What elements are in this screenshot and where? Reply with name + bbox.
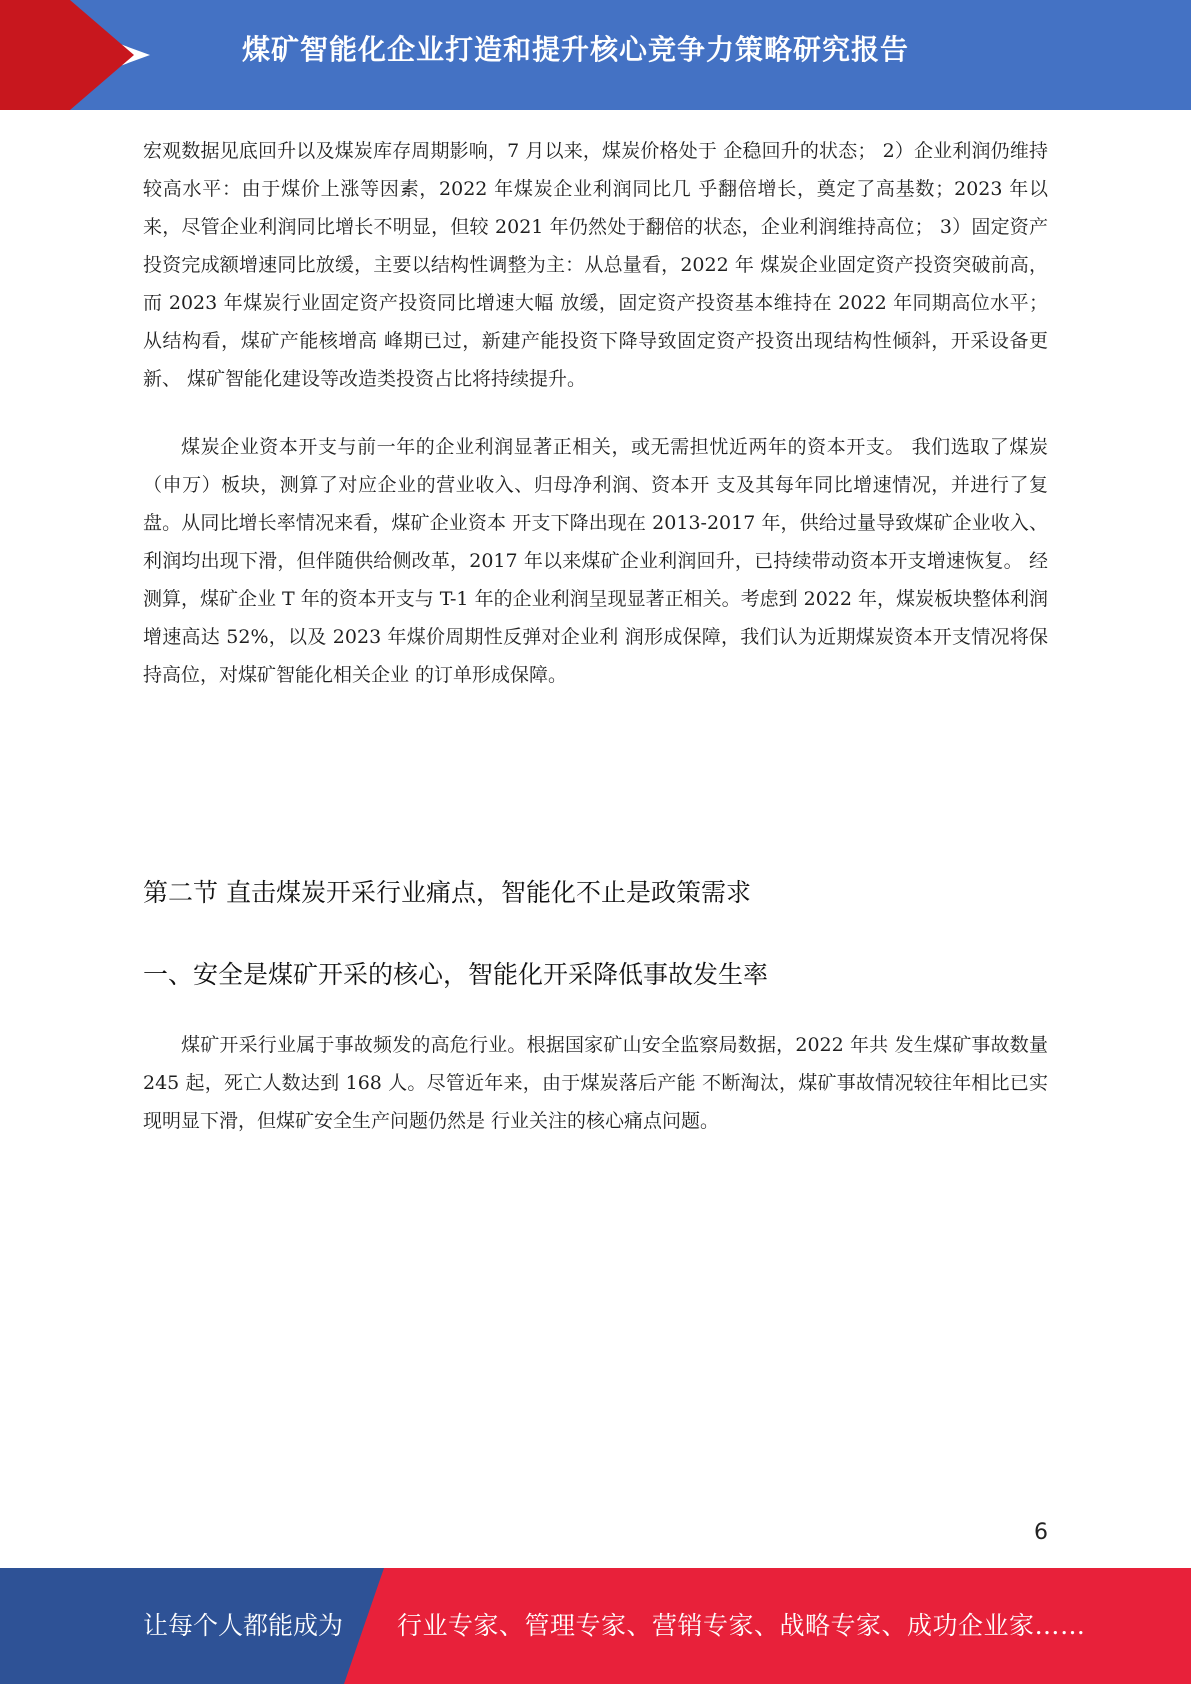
section-content xyxy=(143,1026,1048,1140)
footer-slogan-left: 让每个人都能成为 xyxy=(143,1611,344,1640)
footer-blue-slant xyxy=(344,1568,384,1684)
footer-slogan-right: 行业专家、管理专家、营销专家、战略专家、成功企业家…… xyxy=(397,1611,1086,1640)
section-paragraph: 煤矿开采行业属于事故频发的高危行业。根据国家矿山安全监察局数据，2022 年共 发生煤矿事故数量 245 起，死亡人数达到 168 人。尽管近年来，由于煤炭落后产能 不断淘汰，煤矿事故情况较往年相比已实现明显下滑，但煤矿安全生产问题仍然是 行业关注的核心痛点问题。 xyxy=(143,1034,1048,1132)
report-title: 煤矿智能化企业打造和提升核心竞争力策略研究报告 xyxy=(241,33,909,66)
subsection-title: 一、安全是煤矿开采的核心，智能化开采降低事故发生率 xyxy=(143,960,769,989)
main-content xyxy=(143,132,1048,694)
header-banner xyxy=(0,0,1191,110)
footer-banner xyxy=(0,1568,1191,1684)
section-title: 第二节 直击煤炭开采行业痛点，智能化不止是政策需求 xyxy=(143,878,751,907)
page-number: 6 xyxy=(1034,1520,1048,1545)
body-paragraph-2: 煤炭企业资本开支与前一年的企业利润显著正相关，或无需担忧近两年的资本开支。 我们选取了煤炭（申万）板块，测算了对应企业的营业收入、归母净利润、资本开 支及其每年同比增速情况，并进行了复盘。从同比增长率情况来看，煤矿企业资本 开支下降出现在 2013-2017 年，供给过量导致煤矿企业收入、利润均出现下滑，但伴随供给侧改革，2017 年以来煤矿企业利润回升，已持续带动资本开支增速恢复。 经测算，煤矿企业 T 年的资本开支与 T-1 年的企业利润呈现显著正相关。考虑到 2022 年，煤炭板块整体利润增速高达 52%，以及 2023 年煤价周期性反弹对企业利 润形成保障，我们认为近期煤炭资本开支情况将保持高位，对煤矿智能化相关企业 的订单形成保障。 xyxy=(143,436,1048,686)
chevron-red-decoration xyxy=(0,0,70,110)
body-paragraph-1: 宏观数据见底回升以及煤炭库存周期影响，7 月以来，煤炭价格处于 企稳回升的状态； 2）企业利润仍维持较高水平：由于煤价上涨等因素，2022 年煤炭企业利润同比几 乎翻倍增长，奠定了高基数；2023 年以来，尽管企业利润同比增长不明显，但较 2021 年仍然处于翻倍的状态，企业利润维持高位； 3）固定资产投资完成额增速同比放缓，主要以结构性调整为主：从总量看，2022 年 煤炭企业固定资产投资突破前高，而 2023 年煤炭行业固定资产投资同比增速大幅 放缓，固定资产投资基本维持在 2022 年同期高位水平；从结构看，煤矿产能核增高 峰期已过，新建产能投资下降导致固定资产投资出现结构性倾斜，开采设备更新、 煤矿智能化建设等改造类投资占比将持续提升。 xyxy=(143,140,1048,390)
